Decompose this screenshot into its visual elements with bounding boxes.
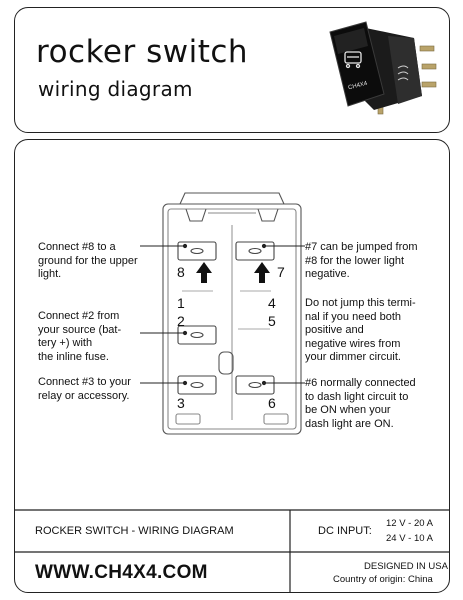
pin-number-3: 3 <box>177 395 185 411</box>
pin-number-6: 6 <box>268 395 276 411</box>
page-subtitle: wiring diagram <box>38 77 193 101</box>
pin-number-2: 2 <box>177 313 185 329</box>
note-pin7: #7 can be jumped from #8 for the lower light negative. <box>305 241 418 280</box>
note-pin2: Connect #2 from your source (bat- tery +) with the inline fuse. <box>38 310 122 363</box>
note-pin8: Connect #8 to a ground for the upper light. <box>38 241 138 280</box>
note-pin3: Connect #3 to your relay or accessory. <box>38 376 131 402</box>
dc-input-24v: 24 V - 10 A <box>386 533 434 544</box>
footer-diagram-title: ROCKER SWITCH - WIRING DIAGRAM <box>35 525 234 537</box>
arrow-up-icon <box>196 262 212 283</box>
pin-number-8: 8 <box>177 264 185 280</box>
terminal-6 <box>236 376 274 394</box>
designed-in: DESIGNED IN USA <box>364 561 448 572</box>
page-title: rocker switch <box>36 34 249 70</box>
pin-number-1: 1 <box>177 295 185 311</box>
dc-input-12v: 12 V - 20 A <box>386 518 434 529</box>
website-link[interactable]: WWW.CH4X4.COM <box>35 562 208 583</box>
pin-number-4: 4 <box>268 295 276 311</box>
dc-input-label: DC INPUT: <box>318 525 372 537</box>
country-of-origin: Country of origin: China <box>333 574 433 585</box>
arrow-up-icon <box>254 262 270 283</box>
terminal-7 <box>236 242 274 260</box>
note-pin6: #6 normally connected to dash light circuit to be ON when your dash light are ON. <box>305 377 416 430</box>
note-pin4: Do not jump this termi- nal if you need both positive and negative wires from your dimmer circuit. <box>305 297 416 363</box>
pin-number-7: 7 <box>277 264 285 280</box>
pin-number-5: 5 <box>268 313 276 329</box>
terminal-3 <box>178 376 216 394</box>
product-badge-text: CH4X4 <box>347 80 368 92</box>
